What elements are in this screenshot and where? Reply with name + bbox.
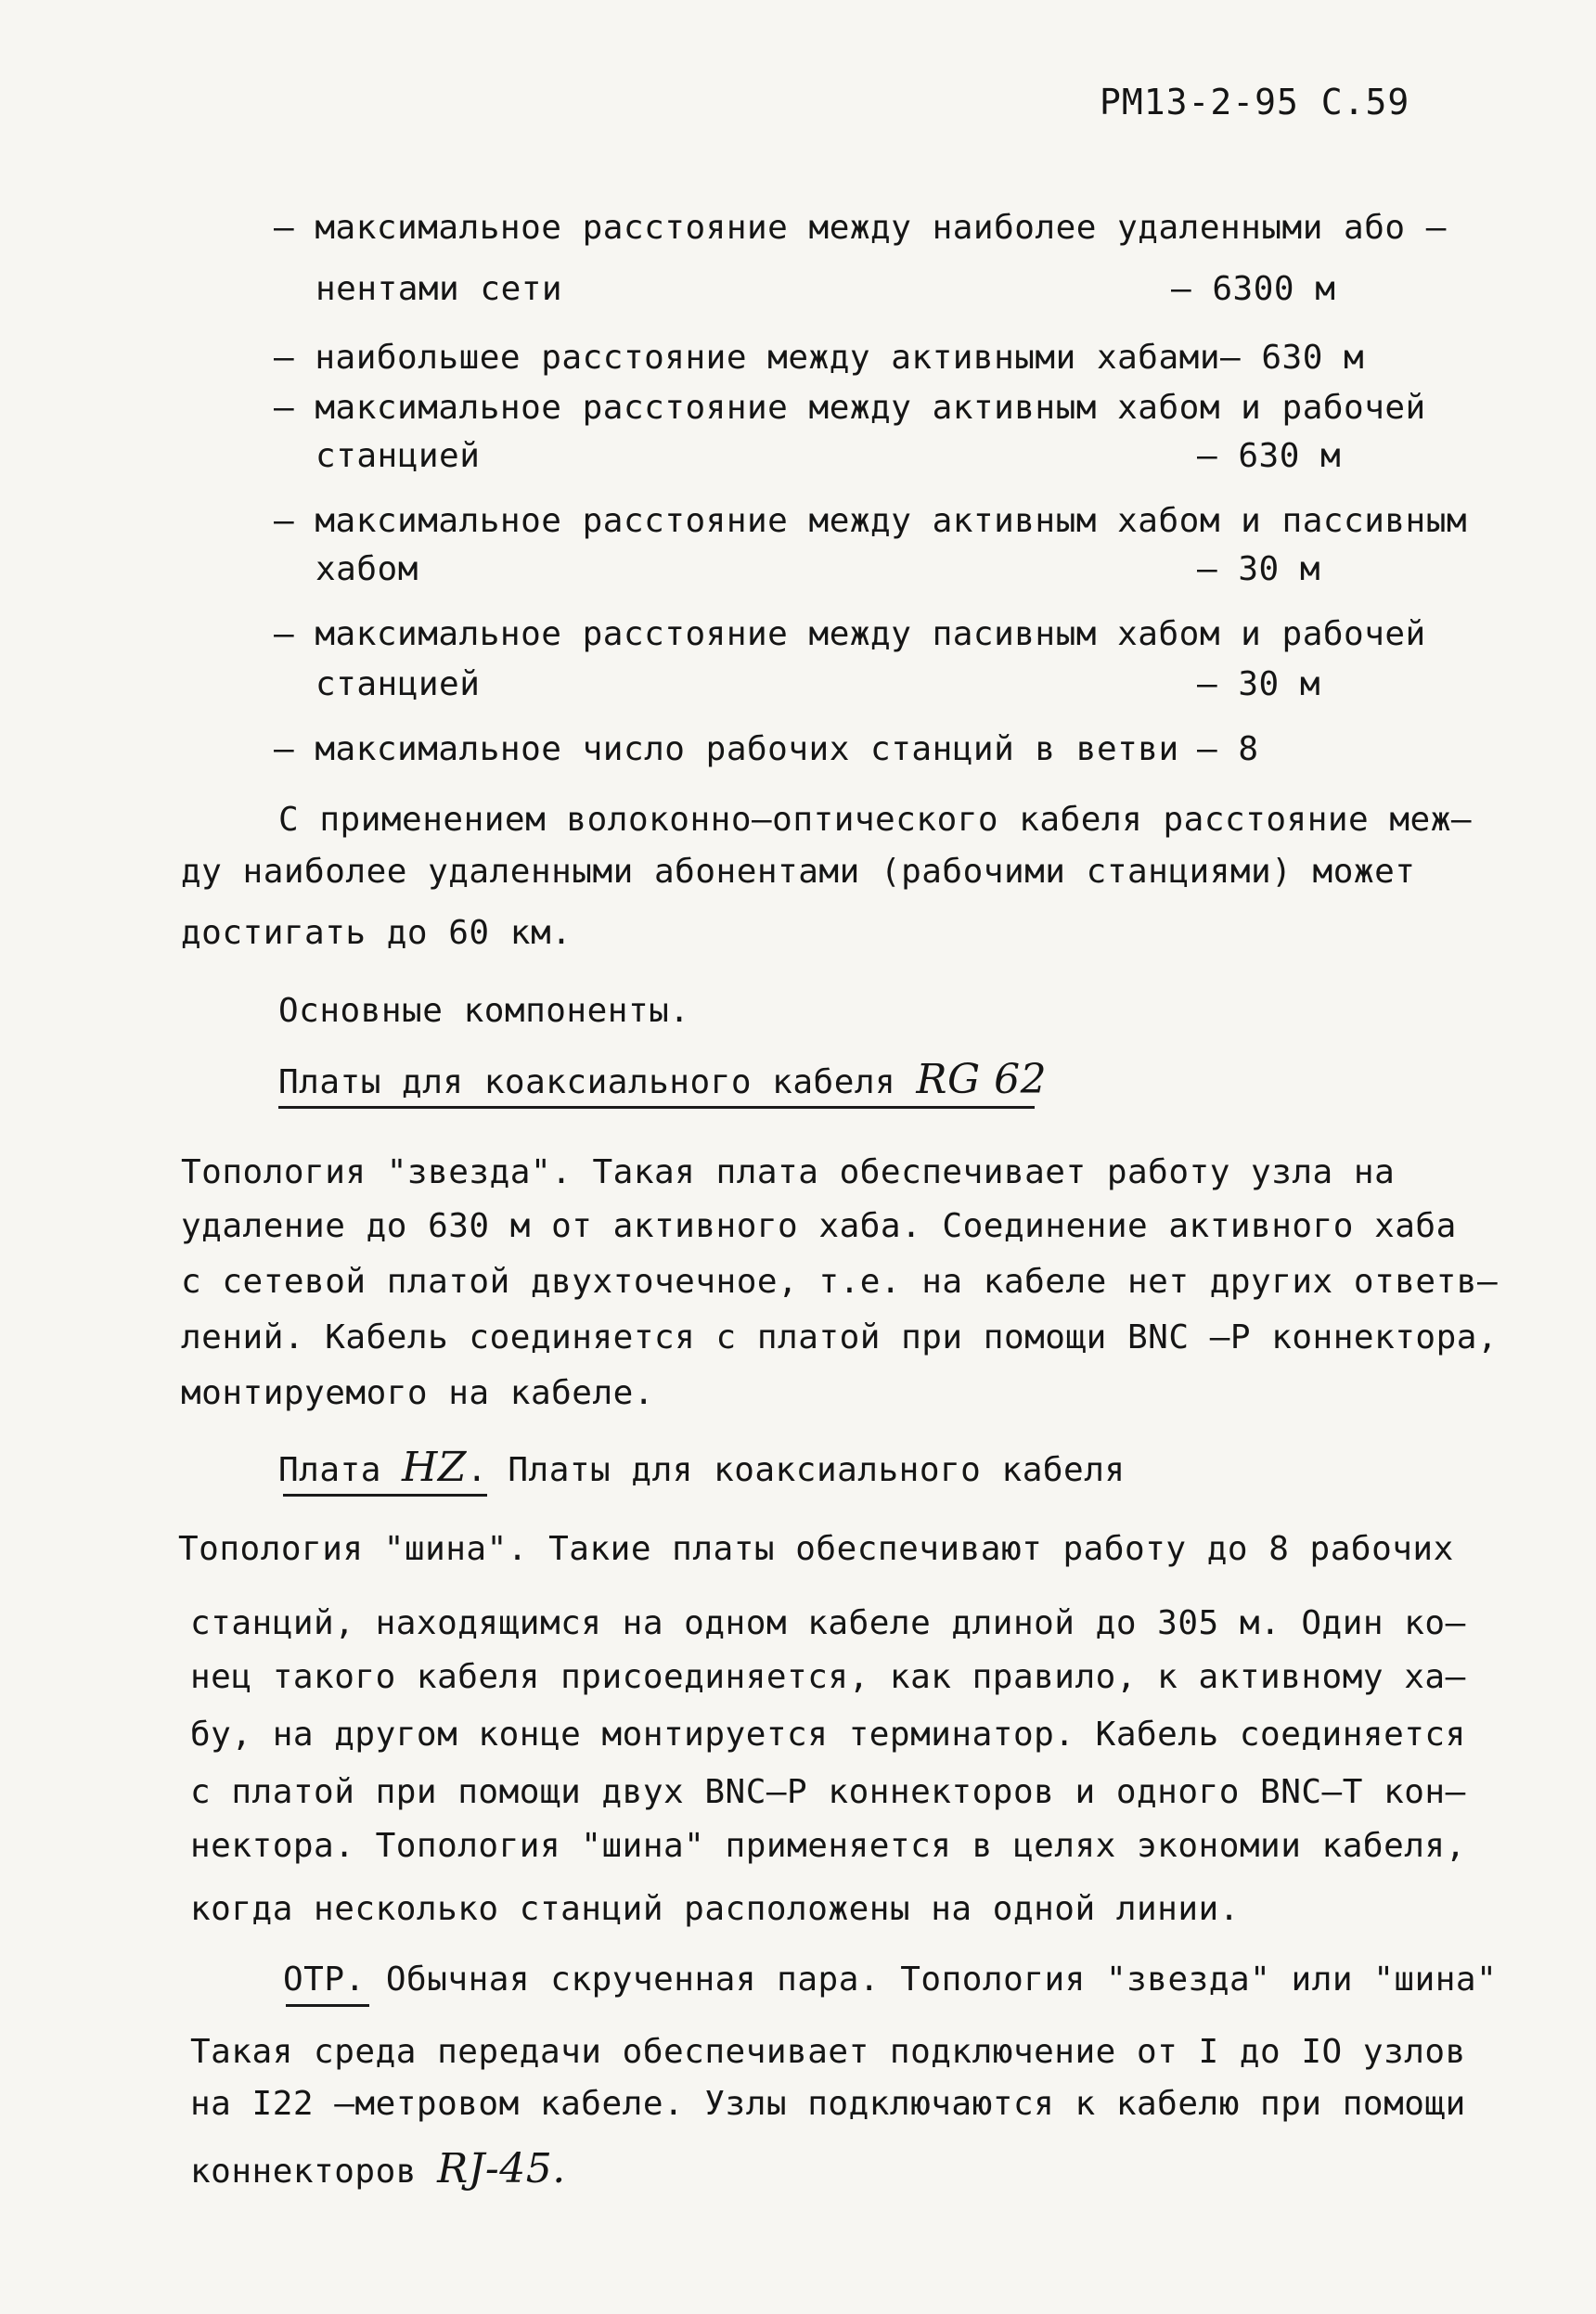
list-item-value: – 8 (1197, 730, 1259, 768)
paragraph-line: достигать до 60 км. (181, 914, 573, 952)
rg62-heading-text: Платы для коаксиального кабеля (278, 1063, 917, 1101)
paragraph-line: когда несколько станций расположены на одной линии. (190, 1890, 1240, 1928)
paragraph-line-last (190, 2145, 566, 2192)
components-heading: Основные компоненты. (278, 992, 690, 1030)
paragraph-line: ду наиболее удаленными абонентами (рабочими станциями) может (181, 853, 1416, 891)
paragraph-line: бу, на другом конце монтируется терминатор. Кабель соединяется (190, 1716, 1466, 1754)
list-item-continuation: нентами сети (315, 270, 563, 308)
paragraph-line: удаление до 630 м от активного хаба. Соединение активного хаба (181, 1207, 1457, 1245)
rg62-heading (278, 1056, 1048, 1103)
list-item: – максимальное расстояние между активным хабом и пассивным (274, 502, 1468, 540)
paragraph-line: Топология "звезда". Такая плата обеспечивает работу узла на (181, 1153, 1396, 1191)
otp-heading-rest: Обычная скрученная пара. Топология "звезда" или "шина" (365, 1960, 1498, 1999)
page-code-header: РМ13-2-95 С.59 (1100, 82, 1410, 122)
paragraph-line: с платой при помощи двух BNC–Р коннекторов и одного BNC–Т кон– (190, 1773, 1466, 1811)
paragraph-line: нец такого кабеля присоединяется, как правило, к активному ха– (190, 1658, 1466, 1696)
paragraph-line: на I22 –метровом кабеле. Узлы подключаются к кабелю при помощи (190, 2085, 1466, 2123)
paragraph-line: лений. Кабель соединяется с платой при помощи BNC —Р коннектора, (181, 1318, 1499, 1356)
heading-underline (278, 1106, 1035, 1109)
list-item-value: – 30 м (1197, 665, 1321, 703)
paragraph-line: Такая среда передачи обеспечивает подключение от I до IO узлов (190, 2033, 1466, 2071)
list-item-value: – 30 м (1197, 550, 1321, 588)
paragraph-line: С применением волоконно–оптического кабеля расстояние меж– (278, 801, 1473, 839)
paragraph-line: Топология "шина". Такие платы обеспечивают работу до 8 рабочих (178, 1530, 1454, 1568)
hz-heading-text: Плата (278, 1451, 403, 1489)
heading-underline (283, 1494, 487, 1497)
list-item-continuation: хабом (315, 550, 418, 588)
hz-heading-rest: . Платы для коаксиального кабеля (467, 1451, 1126, 1489)
otp-last-text: коннекторов (190, 2153, 438, 2191)
heading-underline (286, 2004, 369, 2007)
list-item: – наибольшее расстояние между активными хабами– 630 м (274, 339, 1365, 377)
paragraph-line: нектора. Топология "шина" применяется в целях экономии кабеля, (190, 1827, 1466, 1865)
list-item-value: – 6300 м (1171, 270, 1336, 308)
list-item: – максимальное расстояние между наиболее удаленными або – (274, 209, 1447, 247)
list-item-continuation: станцией (315, 665, 481, 703)
list-item-continuation: станцией (315, 437, 481, 475)
hz-heading (278, 1444, 1126, 1491)
list-item-value: – 630 м (1197, 437, 1342, 475)
paragraph-line: станций, находящимся на одном кабеле длиной до 305 м. Один ко– (190, 1604, 1466, 1642)
paragraph-line: монтируемого на кабеле. (181, 1374, 654, 1412)
rg62-handwritten: RG 62 (916, 1056, 1048, 1103)
paragraph-line: с сетевой платой двухточечное, т.е. на кабеле нет других ответв– (181, 1263, 1499, 1301)
otp-heading-label: ОТР. (283, 1960, 366, 1999)
list-item: – максимальное число рабочих станций в ветви (274, 730, 1179, 768)
list-item: – максимальное расстояние между активным хабом и рабочей (274, 389, 1426, 427)
hz-handwritten: HZ (402, 1444, 467, 1491)
otp-heading (283, 1960, 1497, 2000)
otp-handwritten: RJ-45. (437, 2145, 566, 2192)
list-item: – максимальное расстояние между пасивным хабом и рабочей (274, 615, 1426, 653)
